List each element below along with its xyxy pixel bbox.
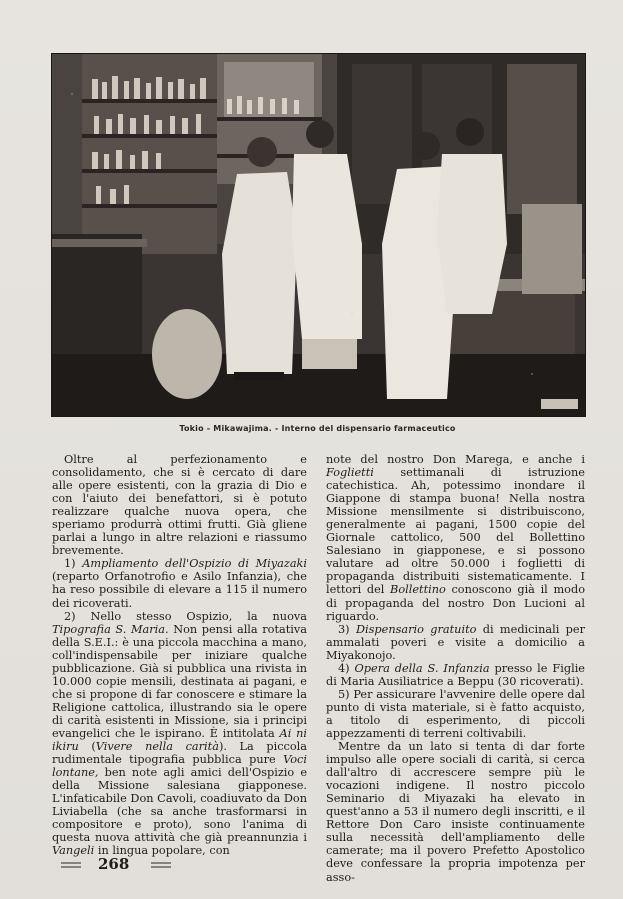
footer-ornament-right-icon [150,861,172,869]
item-body: (reparto Orfanotrofio e Asilo Infanzia), che ha reso possibile di elevare a 115 il numero dei ricoverati. [52,570,307,610]
item-number: 3) [338,622,356,636]
item-number: 4) [338,661,355,675]
item-body: di medicinali per ammalati poveri e visite a domicilio a Miyakonojo. [326,622,585,662]
photo-caption [51,424,584,433]
item-number: 1) [64,557,83,571]
item-text: note del nostro Don Marega, e anche i [326,453,585,466]
pharmacy-photo [51,53,586,417]
right-paragraph-5: Mentre da un lato si tenta di dar forte impulso alle opere sociali di carità, si cerca dall'altro di accrescere sempre più le vocazioni indigene. Il nostro piccolo Seminario di Miyazaki ha elevato in quest'anno a 53 il numero degli inscritti, e il Rettore Don Caro insiste continuamente sulla necessità dell'ampliamento delle camerate; ma il povero Prefetto Apostolico deve confessare la propria impotenza per asso- [326,740,585,884]
left-paragraph-1: Oltre al perfezionamento e consolidamento, che si è cercato di dare alle opere esistenti, con la grazia di Dio e con l'aiuto dei benefattori, si è potuto realizzare qualche nuova opera, che speriamo produrrà ottimi frutti. Già gliene parlai a lungo in altre relazioni e riassumo brevemente. [52,453,307,558]
magazine-translation: Vivere nella carità [95,740,219,754]
item-text: ben note agli amici dell'Ospizio e della Missione salesiana giapponese. L'infaticabile Don Cavoli, coadiuvato da Don Liviabella (che sa anche trasformarsi in compositore e proto), sono l'anima di questa nuova attività che già preannunzia i [52,766,307,845]
right-paragraph-1 [326,453,585,623]
item-title: Tipografia S. Maria. [52,622,169,636]
item-title: Dispensario gratuito [355,622,477,636]
footer-ornament-left-icon [60,861,82,869]
right-paragraph-3 [326,662,585,688]
publication-title: Vangeli [52,844,95,858]
item-text: in lingua popolare, con [94,844,230,858]
caption-text: Interno del dispensario farmaceutico [281,424,456,433]
item-body: presso le Figlie di Maria Ausiliatrice a Beppu (30 ricoverati). [326,661,585,688]
item-text: settimanali di istruzione catechistica. Ah, potessimo inondare il Giappone di stampa buona! Nella nostra Missione mensilmente si distribuiscono, generalmente ai pagani, 1500 copie del Giornale cattolico, 500 del Bollettino Salesiano in giapponese, e si possono valutare ad oltre 50.000 i foglietti di propaganda distribuiti sistematicamente. I lettori del [326,466,585,597]
publication-title: Bollettino [390,583,446,597]
right-paragraph-4: 5) Per assicurare l'avvenire delle opere dal punto di vista materiale, si è fatto acquisto, a titolo di esperimento, di piccoli appezzamenti di terreni coltivabili. [326,687,585,740]
publication-title: Foglietti [326,466,374,480]
magazine-title: Ai ni ikiru [52,726,307,754]
item-text: 2) Nello stesso Ospizio, la nuova [64,609,307,623]
right-paragraph-2 [326,623,585,662]
left-paragraph-2 [52,557,307,609]
item-text: ( [78,740,96,754]
left-column [52,453,307,857]
left-paragraph-3 [52,610,307,858]
right-column [326,453,585,884]
item-text: ). La piccola rudimentale tipografia pubblica pure [52,740,307,767]
item-title: Ampliamento dell'Ospizio di Miyazaki [82,557,308,571]
item-text: Non pensi alla rotativa della S.E.I.: è una piccola macchina a mano, coll'indispensabile per iniziare qualche pubblicazione. Già si pubblica una rivista in 10.000 copie mensili, destinata ai pagani, e che si propone di far conoscere e stimare la Religione cattolica, illustrando sia le opere di carità esistenti in Missione, sia i principi evangelici che le ispirano. È intitolata [52,622,307,740]
caption-separator: - [271,424,282,433]
page-number: 268 [98,855,130,873]
item-title: Opera della S. Infanzia [354,661,490,675]
item-text: conoscono già il modo di propaganda del nostro Don Lucioni al riguardo. [326,583,585,623]
caption-place: Tokio - Mikawajima. [179,424,272,433]
page-footer [0,855,623,877]
publication-title: Voci lontane, [52,753,307,780]
